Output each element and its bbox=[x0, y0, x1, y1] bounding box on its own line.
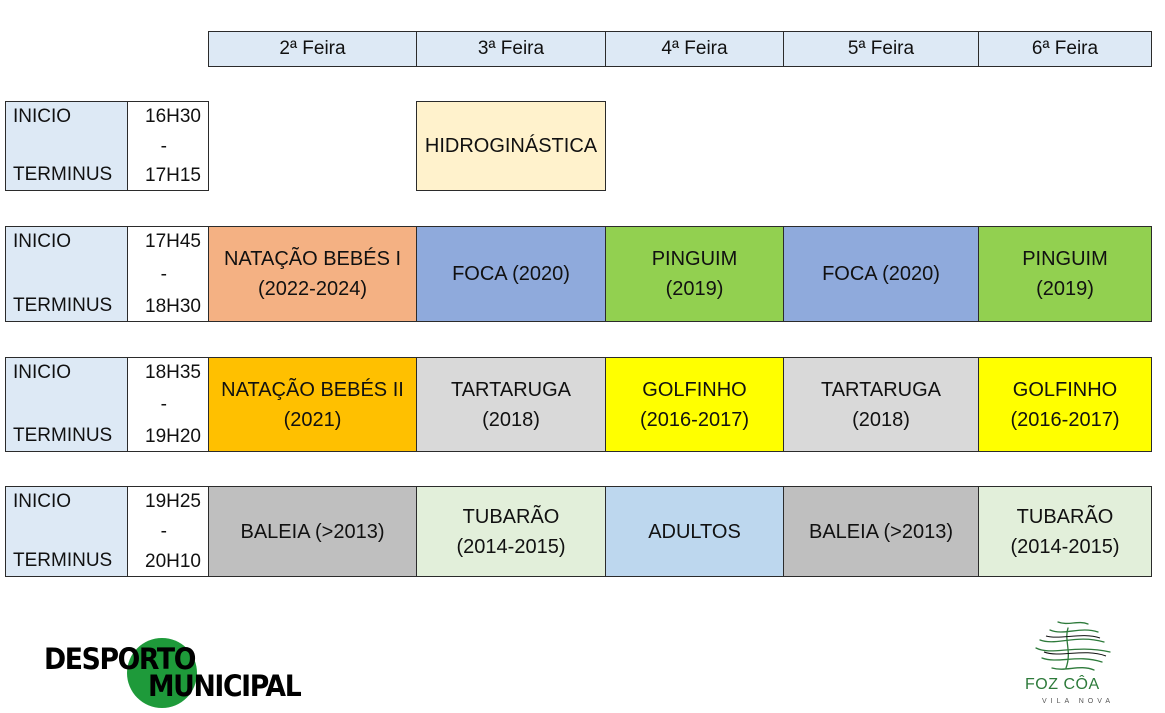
logo-line1: DESPORTO bbox=[44, 642, 196, 676]
slot-label-box bbox=[5, 357, 128, 452]
foz-coa-logo bbox=[1020, 618, 1120, 710]
end-label: TERMINUS bbox=[13, 550, 113, 571]
foz-coa-subtitle: VILA NOVA bbox=[1042, 698, 1115, 705]
end-time: 18H30 bbox=[145, 296, 201, 317]
activity-cell: TARTARUGA (2018) bbox=[783, 357, 979, 452]
logo-line2: MUNICIPAL bbox=[148, 669, 301, 703]
day-header-tuesday: 3ª Feira bbox=[416, 31, 606, 67]
activity-cell: BALEIA (>2013) bbox=[783, 486, 979, 577]
day-header-wednesday: 4ª Feira bbox=[605, 31, 784, 67]
activity-cell: GOLFINHO (2016-2017) bbox=[605, 357, 784, 452]
start-label: INICIO bbox=[13, 491, 72, 512]
day-header-thursday: 5ª Feira bbox=[783, 31, 979, 67]
time-separator: - bbox=[160, 263, 167, 285]
activity-cell: FOCA (2020) bbox=[783, 226, 979, 322]
desporto-municipal-logo bbox=[44, 638, 329, 708]
slot-time-box bbox=[127, 101, 209, 191]
start-time: 18H35 bbox=[145, 362, 201, 383]
time-separator: - bbox=[160, 521, 167, 542]
slot-time-box bbox=[127, 486, 209, 577]
slot-time-box bbox=[127, 226, 209, 322]
activity-cell: PINGUIM (2019) bbox=[605, 226, 784, 322]
start-label: INICIO bbox=[13, 106, 72, 127]
slot-label-box bbox=[5, 101, 128, 191]
slot-label-box bbox=[5, 226, 128, 322]
foz-coa-name: FOZ CÔA bbox=[1025, 676, 1100, 693]
slot-time-box bbox=[127, 357, 209, 452]
activity-cell: NATAÇÃO BEBÉS I (2022-2024) bbox=[208, 226, 417, 322]
activity-cell: FOCA (2020) bbox=[416, 226, 606, 322]
day-header-monday: 2ª Feira bbox=[208, 31, 417, 67]
end-time: 17H15 bbox=[145, 165, 201, 186]
slot-label-box bbox=[5, 486, 128, 577]
time-separator: - bbox=[160, 135, 167, 157]
start-label: INICIO bbox=[13, 362, 72, 383]
time-separator: - bbox=[160, 394, 167, 415]
activity-cell: TUBARÃO (2014-2015) bbox=[416, 486, 606, 577]
day-header-friday: 6ª Feira bbox=[978, 31, 1152, 67]
activity-cell: GOLFINHO (2016-2017) bbox=[978, 357, 1152, 452]
activity-cell: TUBARÃO (2014-2015) bbox=[978, 486, 1152, 577]
start-time: 19H25 bbox=[145, 491, 201, 512]
end-label: TERMINUS bbox=[13, 164, 113, 185]
activity-cell: PINGUIM (2019) bbox=[978, 226, 1152, 322]
activity-cell: NATAÇÃO BEBÉS II (2021) bbox=[208, 357, 417, 452]
activity-cell: HIDROGINÁSTICA bbox=[416, 101, 606, 191]
end-time: 20H10 bbox=[145, 551, 201, 572]
start-label: INICIO bbox=[13, 231, 72, 252]
start-time: 16H30 bbox=[145, 106, 201, 127]
foz-coa-emblem-icon bbox=[1028, 618, 1114, 676]
end-label: TERMINUS bbox=[13, 425, 113, 446]
activity-cell: TARTARUGA (2018) bbox=[416, 357, 606, 452]
end-time: 19H20 bbox=[145, 426, 201, 447]
activity-cell: BALEIA (>2013) bbox=[208, 486, 417, 577]
activity-cell: ADULTOS bbox=[605, 486, 784, 577]
start-time: 17H45 bbox=[145, 231, 201, 252]
end-label: TERMINUS bbox=[13, 295, 113, 316]
